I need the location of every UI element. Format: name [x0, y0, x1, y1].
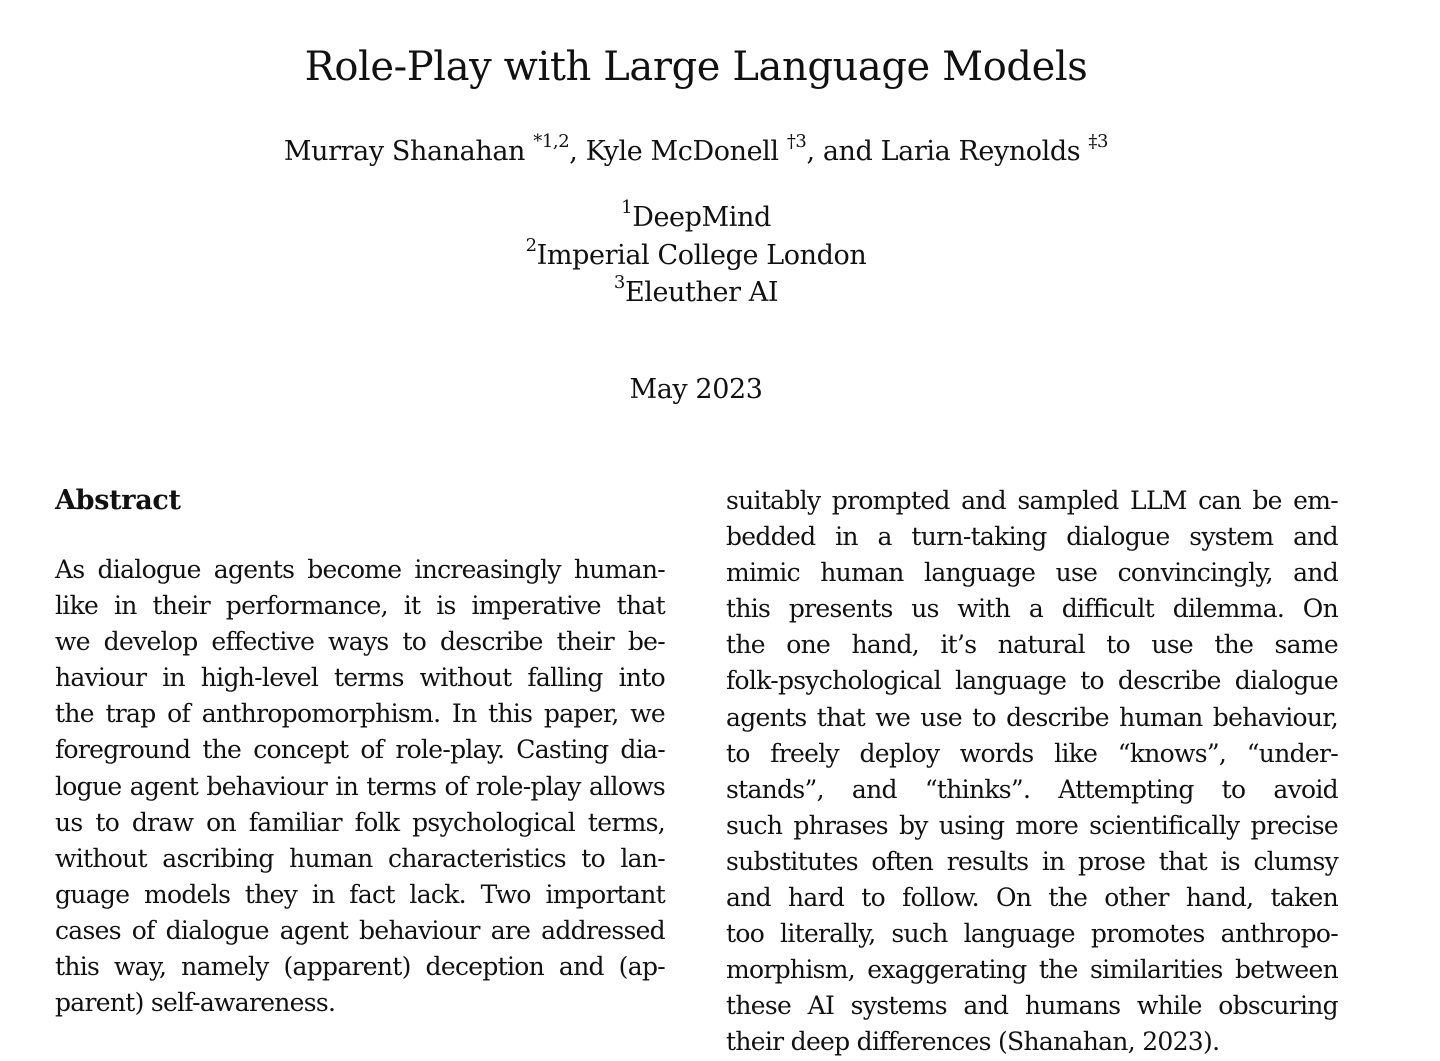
text-line: parent) self-awareness. — [55, 988, 336, 1018]
affiliation-number: 3 — [613, 272, 625, 293]
text-line: agents that we use to describe human behaviour, — [726, 702, 1338, 732]
author-marks: *1,2 — [533, 131, 570, 152]
text-line: without ascribing human characteristics to lan- — [55, 843, 665, 873]
text-line: logue agent behaviour in terms of role-play allows — [55, 771, 665, 801]
affiliation-number: 1 — [621, 197, 633, 218]
text-line: bedded in a turn-taking dialogue system and — [726, 522, 1338, 552]
text-line: their deep differences (Shanahan, 2023). — [726, 1027, 1220, 1057]
text-line: As dialogue agents become increasingly human- — [55, 555, 665, 584]
affiliation-list — [0, 199, 1392, 312]
text-line: guage models they in fact lack. Two important — [55, 879, 665, 909]
text-line: such phrases by using more scientifically precise — [726, 810, 1338, 840]
text-line: these AI systems and humans while obscuring — [726, 991, 1338, 1021]
text-line: to freely deploy words like “knows”, “under- — [726, 738, 1338, 768]
text-line: foreground the concept of role-play. Casting dia- — [55, 735, 665, 765]
text-line: haviour in high-level terms without falling into — [55, 663, 665, 693]
text-line: we develop effective ways to describe their be- — [55, 627, 665, 657]
author-name: Murray Shanahan — [283, 136, 534, 167]
text-line: suitably prompted and sampled LLM can be em- — [726, 486, 1338, 515]
text-line: mimic human language use convincingly, and — [726, 558, 1338, 588]
paper-title: Role-Play with Large Language Models — [304, 44, 1088, 90]
text-line: this way, namely (apparent) deception and (ap- — [55, 952, 665, 982]
author-name: Laria Reynolds — [880, 136, 1089, 167]
text-line: us to draw on familiar folk psychological terms, — [55, 807, 665, 837]
text-line: like in their performance, it is imperative that — [55, 591, 665, 621]
author-name: Kyle McDonell — [585, 136, 787, 167]
affiliation-name: Imperial College London — [536, 239, 867, 271]
text-line: the one hand, it’s natural to use the same — [726, 630, 1338, 660]
author-list — [0, 131, 1392, 173]
affiliation — [0, 274, 1392, 312]
text-line: and hard to follow. On the other hand, taken — [726, 883, 1338, 913]
text-line: substitutes often results in prose that is clumsy — [726, 846, 1338, 876]
affiliation-name: DeepMind — [632, 202, 771, 233]
text-line: this presents us with a difficult dilemma. On — [726, 594, 1338, 624]
body-text-column — [726, 483, 1338, 1061]
text-line: the trap of anthropomorphism. In this paper, we — [55, 699, 665, 729]
abstract-text — [55, 552, 665, 1021]
affiliation — [0, 234, 1392, 275]
text-line: cases of dialogue agent behaviour are addressed — [55, 915, 665, 945]
author-separator: , and — [806, 136, 881, 167]
text-line: folk-psychological language to describe dialogue — [726, 666, 1338, 696]
abstract-heading: Abstract — [55, 485, 181, 516]
author-separator: , — [569, 136, 586, 167]
text-line: too literally, such language promotes anthropo- — [726, 919, 1338, 949]
author-marks: ‡3 — [1088, 131, 1109, 152]
author-marks: †3 — [786, 131, 807, 152]
affiliation — [0, 199, 1392, 237]
affiliation-name: Eleuther AI — [624, 277, 779, 308]
publication-date: May 2023 — [629, 374, 763, 405]
text-line: morphism, exaggerating the similarities between — [726, 955, 1338, 985]
text-line: stands”, and “thinks”. Attempting to avoid — [726, 774, 1338, 804]
affiliation-number: 2 — [525, 234, 537, 256]
